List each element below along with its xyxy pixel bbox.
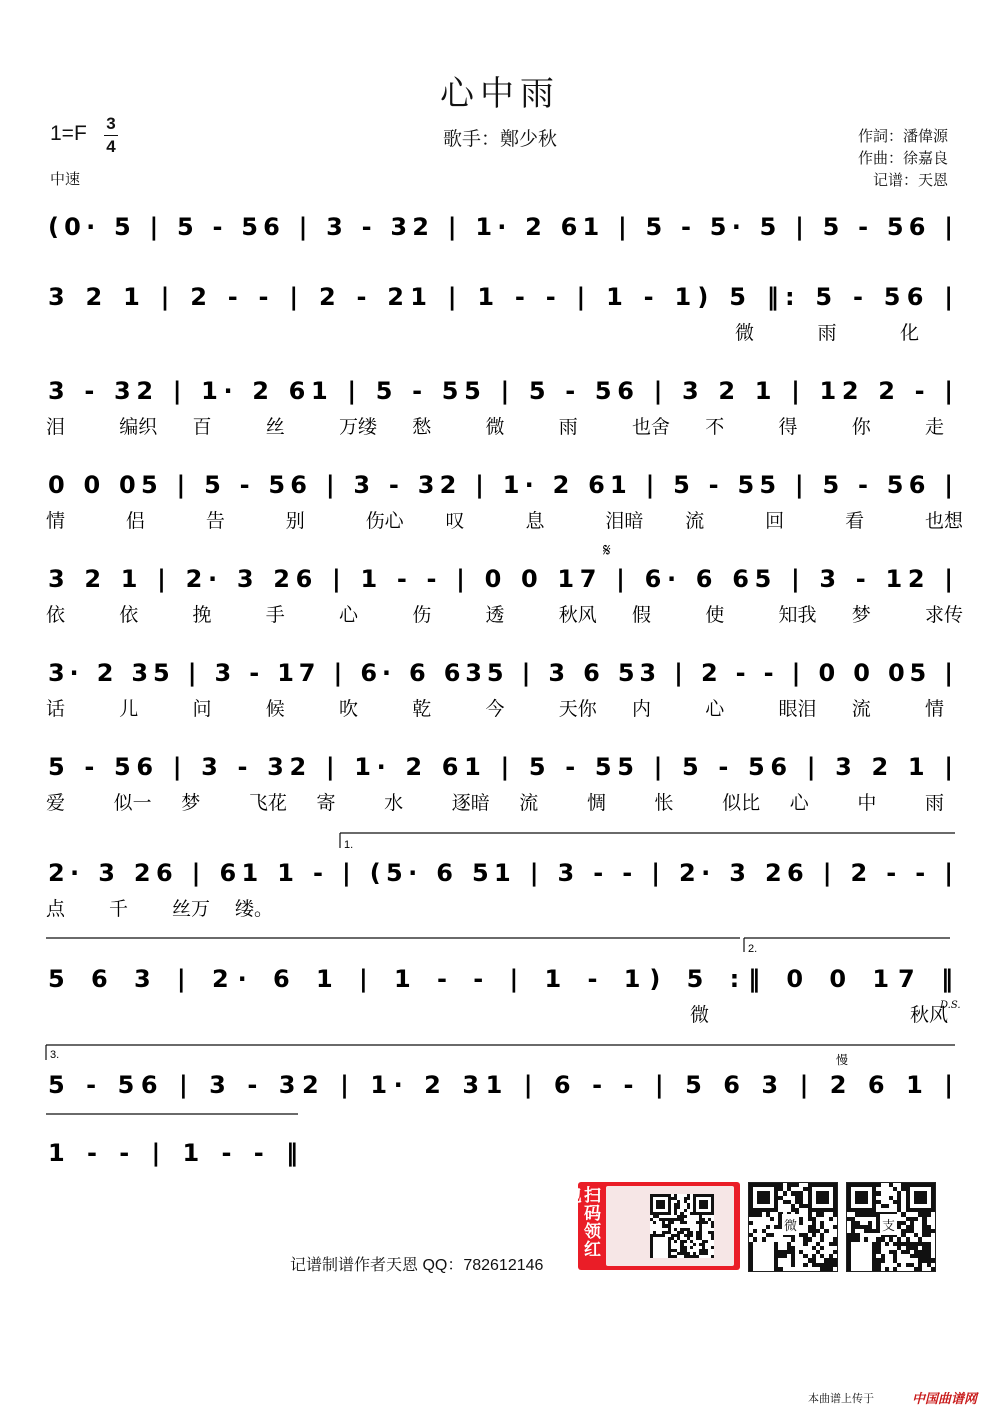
lyric-syllable: 挽 [192, 604, 212, 626]
lyric-syllable: 透 [485, 604, 505, 626]
lyric-syllable: 伤心 [365, 510, 404, 532]
lyric-syllable: 微 [485, 416, 505, 438]
lyric-syllable: 似比 [722, 792, 761, 814]
red-packet-promo [562, 1182, 740, 1270]
lyric-syllable: 心 [705, 698, 725, 720]
notation-row: 5 6 3 | 2· 6 1 | 1 - - | 1 - 1) 5 :‖ 0 0 17 ‖ [48, 965, 953, 993]
lyric-syllable: 也舍 [632, 416, 671, 438]
lyric-syllable: 话 [46, 698, 66, 720]
lyric-syllable: 愁 [412, 416, 432, 438]
tempo-marking: 中速 [50, 171, 81, 188]
lyric-syllable: 流 [851, 698, 871, 720]
lyric-syllable: 流 [519, 792, 539, 814]
notation-row: 1 - - | 1 - - ‖ [48, 1139, 298, 1167]
wechat-label: 微 [782, 1214, 799, 1235]
lyric-syllable: 内 [632, 698, 652, 720]
promo-qr-icon [650, 1194, 714, 1258]
site-logo: 中国曲谱网 [912, 1391, 978, 1406]
lyric-syllable: 回 [765, 510, 785, 532]
lyric-syllable: 你 [851, 416, 871, 438]
lyric-syllable: 水 [384, 792, 404, 814]
lyric-syllable: 编织 [119, 416, 158, 438]
lyric-syllable: 千 [109, 898, 129, 920]
lyric-syllable: 心 [789, 792, 809, 814]
lyric-syllable: 秋风 [558, 604, 597, 626]
lyric-syllable: 寄 [316, 792, 336, 814]
notation-row: 5 - 56 | 3 - 32 | 1· 2 31 | 6 - - | 5 6 3 | 2 6 1 | [48, 1071, 953, 1099]
lyric-syllable: 儿 [119, 698, 139, 720]
transcriber-credit: 记谱：天恩 [872, 172, 948, 189]
lyric-syllable: 情 [46, 510, 66, 532]
lyric-syllable: 逐暗 [451, 792, 490, 814]
lyric-syllable: 泪暗 [605, 510, 644, 532]
lyric-syllable: 雨 [558, 416, 578, 438]
lyric-syllable: 也想 [925, 510, 964, 532]
lyric-syllable: 微 [735, 322, 755, 344]
lyric-syllable: 伤 [412, 604, 432, 626]
footer-credit: 记谱制谱作者天恩 QQ：782612146 [290, 1257, 544, 1274]
lyric-syllable: 眼泪 [778, 698, 817, 720]
notation-row: 5 - 56 | 3 - 32 | 1· 2 61 | 5 - 55 | 5 - 56 | 3 2 1 | [48, 753, 953, 781]
lyric-syllable: 心 [339, 604, 359, 626]
lyric-syllable: 求传 [925, 604, 964, 626]
notation-row: (0· 5 | 5 - 56 | 3 - 32 | 1· 2 61 | 5 - 5· 5 | 5 - 56 | [48, 213, 953, 241]
promo-qr-card [606, 1186, 734, 1266]
song-title: 心中雨 [440, 74, 560, 114]
composer-credit: 作曲：徐嘉良 [857, 150, 948, 167]
ending-1-label: 1. [344, 839, 354, 851]
ending-2-label: 2. [748, 943, 758, 955]
lyric-syllable: 惆 [586, 792, 606, 814]
segno-mark: 𝄋 [603, 540, 611, 560]
lyric-syllable: 叹 [445, 510, 465, 532]
upload-note: 本曲谱上传于 [808, 1393, 874, 1405]
lyric-syllable: 候 [265, 698, 285, 720]
notation-row: 3 2 1 | 2 - - | 2 - 21 | 1 - - | 1 - 1) 5 ‖: 5 - 56 | [48, 283, 953, 311]
lyricist-credit: 作詞：潘偉源 [857, 128, 948, 145]
lyric-syllable: 缕。 [235, 898, 274, 920]
lyric-syllable: 似一 [113, 792, 152, 814]
lyric-syllable: 中 [857, 792, 877, 814]
lyric-syllable: 点 [46, 898, 66, 920]
lyric-syllable: 微 [690, 1004, 710, 1026]
lyric-syllable: 乾 [412, 698, 432, 720]
lyric-syllable: 走 [925, 416, 945, 438]
time-signature-top: 3 [106, 114, 116, 133]
lyric-syllable: 化 [900, 322, 920, 344]
notation-row: 3 - 32 | 1· 2 61 | 5 - 55 | 5 - 56 | 3 2 1 | 12 2 - | [48, 377, 953, 405]
lyric-syllable: 丝万 [172, 898, 211, 920]
lyric-syllable: 问 [192, 698, 212, 720]
lyric-syllable: 流 [685, 510, 705, 532]
lyric-syllable: 息 [525, 510, 545, 532]
lyric-syllable: 怅 [654, 792, 674, 814]
lyric-syllable: 吹 [339, 698, 359, 720]
lyric-syllable: 梦 [851, 604, 871, 626]
lyric-syllable: 告 [205, 510, 225, 532]
alipay-label: 支 [880, 1214, 897, 1235]
notation-row: 3 2 1 | 2· 3 26 | 1 - - | 0 0 17 | 6· 6 65 | 3 - 12 | [48, 565, 953, 593]
lyric-syllable: 假 [632, 604, 652, 626]
tempo-slow-mark: 慢 [836, 1053, 849, 1067]
lyric-syllable: 秋风 [910, 1004, 949, 1026]
time-signature-bottom: 4 [106, 137, 116, 156]
ds-mark: D.S. [940, 1000, 961, 1011]
lyric-syllable: 丝 [265, 416, 285, 438]
lyric-syllable: 使 [705, 604, 725, 626]
lyric-syllable: 依 [46, 604, 66, 626]
lyric-syllable: 侣 [125, 510, 145, 532]
promo-text: 扫码领红包 [562, 1186, 600, 1258]
singer-credit: 歌手：鄭少秋 [442, 129, 557, 150]
key-signature: 1=F [50, 122, 87, 145]
lyric-syllable: 看 [845, 510, 865, 532]
lyric-syllable: 别 [285, 510, 305, 532]
ending-3-label: 3. [50, 1049, 60, 1061]
notation-row: 2· 3 26 | 61 1 - | (5· 6 51 | 3 - - | 2· 3 26 | 2 - - | [48, 859, 953, 887]
lyric-syllable: 依 [119, 604, 139, 626]
lyric-syllable: 雨 [925, 792, 945, 814]
lyric-syllable: 得 [778, 416, 798, 438]
lyric-syllable: 雨 [817, 322, 837, 344]
lyric-syllable: 天你 [558, 698, 597, 720]
lyric-syllable: 泪 [46, 416, 66, 438]
lyric-syllable: 不 [705, 416, 725, 438]
lyric-syllable: 情 [925, 698, 945, 720]
lyric-syllable: 手 [265, 604, 285, 626]
lyric-syllable: 百 [192, 416, 212, 438]
notation-row: 3· 2 35 | 3 - 17 | 6· 6 635 | 3 6 53 | 2 - - | 0 0 05 | [48, 659, 954, 687]
lyric-syllable: 飞花 [248, 792, 287, 814]
lyric-syllable: 梦 [181, 792, 201, 814]
lyric-syllable: 万缕 [339, 416, 378, 438]
lyric-syllable: 爱 [46, 792, 66, 814]
lyric-syllable: 知我 [778, 604, 817, 626]
lyric-syllable: 今 [485, 698, 505, 720]
notation-row: 0 0 05 | 5 - 56 | 3 - 32 | 1· 2 61 | 5 - 55 | 5 - 56 | [48, 471, 953, 499]
